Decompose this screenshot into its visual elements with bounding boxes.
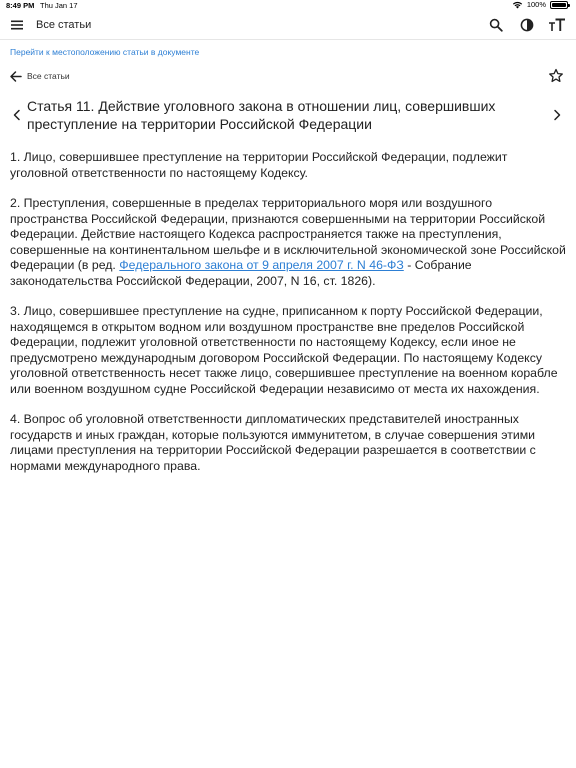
contrast-icon[interactable] — [520, 18, 534, 32]
search-icon[interactable] — [489, 18, 503, 32]
article-paragraph-1: 1. Лицо, совершившее преступление на территории Российской Федерации, подлежит уголовной ответственности по настоящему Кодексу. — [10, 150, 508, 180]
article-title: Статья 11. Действие уголовного закона в отношении лиц, совершивших преступление на территории Российской Федерации — [27, 98, 496, 132]
battery-fill — [552, 3, 566, 7]
federal-law-link[interactable]: Федерального закона от 9 апреля 2007 г. N 46-ФЗ — [119, 258, 404, 272]
star-outline-icon[interactable] — [548, 68, 564, 84]
back-label[interactable]: Все статьи — [27, 71, 70, 81]
arrow-left-icon[interactable] — [9, 70, 22, 83]
battery-percent: 100% — [526, 0, 546, 9]
text-size-icon[interactable] — [548, 18, 566, 32]
status-time: 8:49 PM — [6, 1, 35, 10]
article-paragraph-4: 4. Вопрос об уголовной ответственности дипломатических представителей иностранных государств и иных граждан, которые пользуются иммунитетом, в случае совершения этими лицами преступления на территории Российской Федерации разрешается в соответствии с нормами международного права. — [10, 412, 536, 473]
status-indicators — [512, 0, 568, 9]
chevron-left-icon[interactable] — [12, 109, 22, 121]
wifi-icon — [512, 1, 523, 9]
chevron-right-icon[interactable] — [552, 109, 562, 121]
article-paragraph-3: 3. Лицо, совершившее преступление на судне, приписанном к порту Российской Федерации, находящемся в открытом водном или воздушном пространстве вне пределов Российской Федерации, подлежит уголовной ответственности по настоящему Кодексу, если иное не предусмотрено международным договором Российской Федерации. По настоящему Кодексу уголовной ответственность несет также лицо, совершившее преступление на военном корабле или военном воздушном судне Российской Федерации независимо от места их нахождения. — [10, 304, 558, 396]
battery-icon — [550, 1, 568, 9]
status-date: Thu Jan 17 — [40, 1, 78, 10]
menu-icon[interactable] — [10, 18, 24, 32]
article-paragraph-2 — [10, 196, 566, 289]
back-row — [0, 66, 576, 86]
goto-location-link[interactable]: Перейти к местоположению статьи в документе — [10, 47, 200, 57]
article-content — [10, 150, 566, 489]
paragraph-2-text-after: - Собрание законодательства Российской Федерации, 2007, N 16, ст. 1826). — [10, 258, 472, 288]
app-title: Все статьи — [36, 19, 92, 31]
status-bar — [0, 0, 576, 10]
paragraph-2-text-before: 2. Преступления, совершенные в пределах территориального моря или воздушного пространства Российской Федерации, признаются совершенными на территории Российской Федерации. Действие настоящего Кодекса распространяется также на преступления, совершенные на континентальном шельфе и в исключительной экономической зоне Российской Федерации (в ред. — [10, 196, 566, 272]
app-bar — [0, 10, 576, 40]
